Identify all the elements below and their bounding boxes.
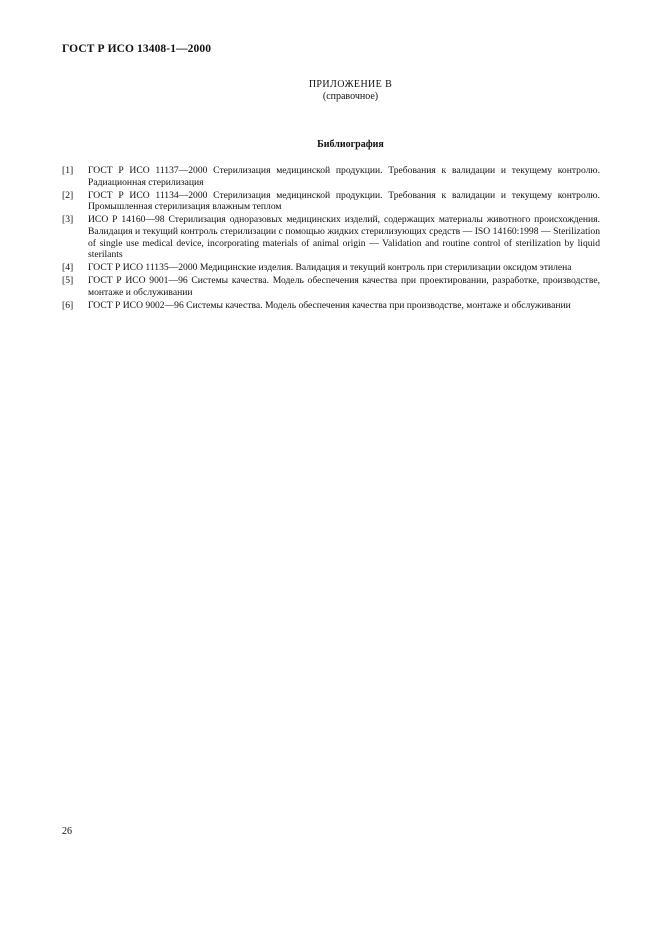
document-code-header: ГОСТ Р ИСО 13408-1—2000 [62, 43, 212, 55]
bibliography-heading: Библиография [317, 139, 384, 150]
bibliography-item [62, 275, 600, 298]
reference-number: [5] [62, 275, 74, 287]
reference-text: ГОСТ Р ИСО 11137—2000 Стерилизация медицинской продукции. Требования к валидации и текущему контролю. Радиационная стерилизация [88, 165, 600, 188]
appendix-title: ПРИЛОЖЕНИЕ В [308, 79, 393, 90]
appendix-heading [0, 79, 661, 102]
reference-text: ГОСТ Р ИСО 11135—2000 Медицинские изделия. Валидация и текущий контроль при стерилизации оксидом этилена [88, 262, 572, 274]
bibliography-item [62, 300, 600, 312]
appendix-subtitle: (справочное) [322, 90, 379, 102]
reference-number: [3] [62, 214, 74, 226]
reference-number: [6] [62, 300, 74, 312]
bibliography-item [62, 165, 600, 188]
reference-number: [1] [62, 165, 74, 176]
page-number: 26 [62, 826, 72, 837]
reference-number: [4] [62, 262, 74, 274]
bibliography-item [62, 190, 600, 213]
reference-number: [2] [62, 189, 74, 201]
reference-text: ГОСТ Р ИСО 11134—2000 Стерилизация медицинской продукции. Требования к валидации и текущему контролю. Промышленная стерилизация влажным теплом [88, 189, 600, 213]
reference-text: ИСО Р 14160—98 Стерилизация одноразовых медицинских изделий, содержащих материалы животного происхождения. Валидация и текущий контроль стерилизации с помощью жидких стерилизующих средств — ISO 14160:1998 — Sterilization of single use medical device, incorporating materials of animal origin — Validation and routine control of sterilization by liquid sterilants [88, 214, 600, 261]
bibliography-item [62, 214, 600, 260]
reference-text: ГОСТ Р ИСО 9002—96 Системы качества. Модель обеспечения качества при производстве, монтаже и обслуживании [88, 300, 571, 312]
bibliography-list [62, 165, 600, 313]
reference-text: ГОСТ Р ИСО 9001—96 Системы качества. Модель обеспечения качества при проектировании, разработке, производстве, монтаже и обслуживании [88, 275, 600, 298]
bibliography-item [62, 262, 600, 274]
